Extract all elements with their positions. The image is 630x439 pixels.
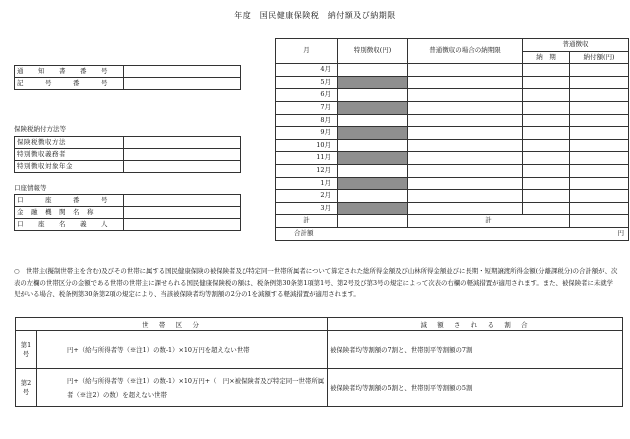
ordinary-amount-cell [570,190,629,203]
ordinary-deadline-cell [408,114,523,127]
special-amount-cell [338,114,408,127]
notice-number-table [14,65,241,90]
target-pension-label: 特別徴収対象年金 [15,161,124,173]
special-collector-label: 特別徴収義務者 [15,149,124,161]
reduction-rate: 被保険者均等割額の5割と、世帯別平等割額の5割 [328,369,623,407]
special-amount-cell [338,202,408,215]
ordinary-amount-cell [570,64,629,77]
month-row [276,139,629,152]
month-row [276,127,629,140]
bank-name-value [124,207,241,219]
grand-total-row [276,227,629,240]
installment-cell [523,177,570,190]
installment-cell [523,164,570,177]
special-amount-cell [338,177,408,190]
installment-cell [523,89,570,102]
household-category-header: 世 帯 区 分 [16,318,328,331]
month-row [276,177,629,190]
ordinary-amount-cell [570,89,629,102]
month-label: 2月 [276,190,338,203]
month-row [276,114,629,127]
special-amount-cell [338,127,408,140]
ordinary-deadline-cell [408,89,523,102]
installment-cell [523,139,570,152]
special-amount-cell [338,64,408,77]
reduction-rate-header: 減 額 さ れ る 割 合 [328,318,623,331]
ordinary-deadline-cell [408,164,523,177]
installment-cell [523,114,570,127]
ordinary-total-value [570,215,629,228]
collection-method-label: 保険税徴収方法 [15,137,124,149]
payment-method-heading: 保険税納付方法等 [14,125,66,133]
ordinary-deadline-cell [408,152,523,165]
ordinary-deadline-cell [408,76,523,89]
special-collector-value [124,149,241,161]
payment-method-table [14,136,241,173]
payment-schedule-table [275,38,629,241]
special-collection-header: 特別徴収(円) [338,39,408,64]
month-row [276,89,629,102]
notice-number-value [124,66,241,78]
reduction-notice-paragraph: ○ 世帯主(擬制世帯主を含む)及びその世帯に属する国民健康保険の被保険者及び特定同一世帯所属者について算定された総所得金額及び山林所得金額並びに長期・短期譲渡所得金額(分離課税分)の合計額が、次表の左欄の世帯区分の金額である世帯の世帯主に課せられる国民健康保険税の額は、税条例第30条第1項第1号、第2号及び第3号の規定によって次表の右欄の軽減措置が適用されます。また、被保険者に未就学児がいる場合、税条例第30条第2項の規定により、当該被保険者均等割額の2分の1を減額する軽減措置が適用されます。 [14,267,618,298]
ordinary-amount-cell [570,127,629,140]
target-pension-value [124,161,241,173]
special-amount-cell [338,76,408,89]
reduction-table [15,317,623,407]
special-amount-cell [338,101,408,114]
month-label: 6月 [276,89,338,102]
month-label: 12月 [276,164,338,177]
installment-cell [523,152,570,165]
special-amount-cell [338,89,408,102]
month-label: 10月 [276,139,338,152]
month-row [276,190,629,203]
installment-cell [523,202,570,215]
account-info-heading: 口座情報等 [14,184,47,192]
account-number-value [124,195,241,207]
installment-cell [523,101,570,114]
symbol-number-label: 記 号 番 号 [15,78,124,90]
ordinary-amount-cell [570,164,629,177]
special-amount-cell [338,139,408,152]
row-number: 第2号 [16,369,37,407]
installment-cell [523,190,570,203]
total-label: 計 [276,215,338,228]
reduction-rate: 被保険者均等割額の7割と、世帯別平等割額の7割 [328,331,623,369]
ordinary-collection-header: 普通徴収 [523,39,629,52]
month-label: 3月 [276,202,338,215]
notice-number-label: 通 知 書 番 号 [15,66,124,78]
account-holder-label: 口 座 名 義 人 [15,219,124,231]
special-total-value [338,215,408,228]
yen-unit: 円 [617,228,624,237]
ordinary-amount-cell [570,139,629,152]
month-label: 4月 [276,64,338,77]
ordinary-deadline-header: 普通徴収の場合の納期限 [408,39,523,64]
month-label: 5月 [276,76,338,89]
month-row [276,101,629,114]
account-holder-value [124,219,241,231]
collection-method-value [124,137,241,149]
amount-header: 納付額(円) [570,51,629,64]
month-label: 1月 [276,177,338,190]
month-label: 11月 [276,152,338,165]
ordinary-deadline-cell [408,202,523,215]
ordinary-total-label: 計 [408,215,570,228]
month-row [276,164,629,177]
month-label: 9月 [276,127,338,140]
account-info-table [14,194,241,231]
installment-header: 納 期 [523,51,570,64]
month-row [276,152,629,165]
special-amount-cell [338,152,408,165]
ordinary-deadline-cell [408,139,523,152]
special-amount-cell [338,164,408,177]
household-category: 円+（給与所得者等（※注1）の数-1）×10万円+（ 円×被保険者及び特定同一世帯所属者（※注2）の数）を超えない世帯 [37,369,328,407]
month-row [276,64,629,77]
month-row [276,202,629,215]
account-number-label: 口 座 番 号 [15,195,124,207]
month-label: 8月 [276,114,338,127]
ordinary-amount-cell [570,152,629,165]
ordinary-deadline-cell [408,101,523,114]
ordinary-deadline-cell [408,190,523,203]
ordinary-amount-cell [570,177,629,190]
installment-cell [523,64,570,77]
row-number: 第1号 [16,331,37,369]
ordinary-deadline-cell [408,127,523,140]
ordinary-amount-cell [570,114,629,127]
document-title: 年度 国民健康保険税 納付額及び納期限 [234,11,396,20]
ordinary-amount-cell [570,202,629,215]
grand-total-label: 合計額 [294,228,314,237]
month-header: 月 [276,39,338,64]
ordinary-deadline-cell [408,64,523,77]
month-label: 7月 [276,101,338,114]
ordinary-amount-cell [570,101,629,114]
household-category: 円+（給与所得者等（※注1）の数-1）×10万円を超えない世帯 [37,331,328,369]
symbol-number-value [124,78,241,90]
ordinary-deadline-cell [408,177,523,190]
special-amount-cell [338,190,408,203]
installment-cell [523,127,570,140]
month-row [276,76,629,89]
installment-cell [523,76,570,89]
ordinary-amount-cell [570,76,629,89]
bank-name-label: 金 融 機 関 名 称 [15,207,124,219]
